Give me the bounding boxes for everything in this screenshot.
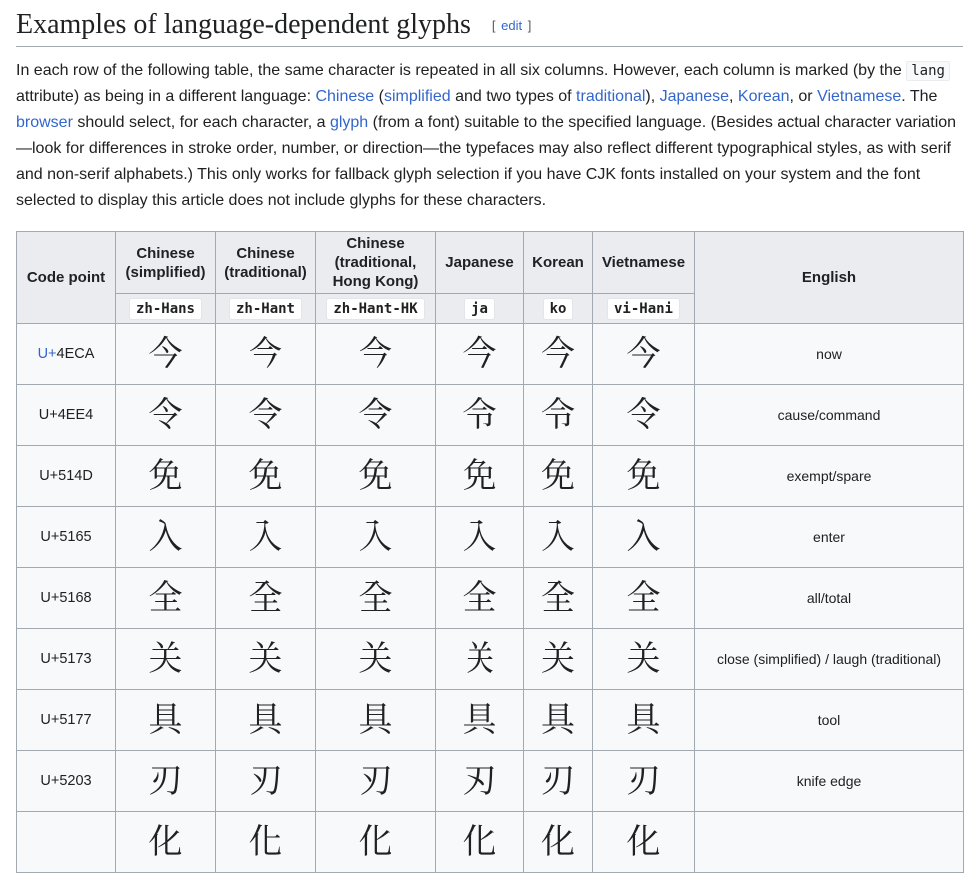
code-point-cell: U+5203 — [17, 751, 116, 812]
table-row — [17, 385, 964, 446]
section-heading-text: Examples of language-dependent glyphs — [16, 9, 471, 40]
table-row — [17, 324, 964, 385]
glyph-cell: 刃 — [316, 751, 436, 812]
glyph-cell: 具 — [593, 690, 695, 751]
unicode-prefix-link[interactable]: U+ — [37, 346, 57, 362]
glyph-cell: 全 — [316, 568, 436, 629]
intro-paragraph — [16, 58, 963, 214]
col-header-code-point: Code point — [17, 232, 116, 324]
glyph-cell: 免 — [593, 446, 695, 507]
glyph-cell: 入 — [524, 507, 593, 568]
wiki-link[interactable]: Vietnamese — [817, 88, 902, 105]
col-header-vietnamese: Vietnamese — [593, 232, 695, 294]
glyph-cell: 全 — [216, 568, 316, 629]
lang-code-header-ja — [436, 294, 524, 324]
wiki-link[interactable]: Japanese — [659, 88, 730, 105]
glyph-cell: 免 — [524, 446, 593, 507]
code-point-cell: U+514D — [17, 446, 116, 507]
lang-code-header-ko — [524, 294, 593, 324]
glyph-cell: 具 — [116, 690, 216, 751]
glyph-cell: 全 — [116, 568, 216, 629]
wiki-link[interactable]: simplified — [383, 88, 451, 105]
wiki-link[interactable]: Chinese — [315, 88, 375, 105]
glyph-cell: 免 — [436, 446, 524, 507]
table-header — [17, 232, 964, 324]
glyph-cell: 化 — [116, 812, 216, 873]
text-run: attribute) as being in a different language: — [16, 88, 316, 105]
glyph-cell: 令 — [216, 385, 316, 446]
col-header-english: English — [695, 232, 964, 324]
glyph-cell: 化 — [524, 812, 593, 873]
glyph-cell: 入 — [593, 507, 695, 568]
code-point-cell: U+5173 — [17, 629, 116, 690]
glyph-cell: 今 — [524, 324, 593, 385]
code-point-cell: U+4ECA — [17, 324, 116, 385]
text-run: . The — [901, 88, 938, 105]
col-header-zh-hant: Chinese (traditional) — [216, 232, 316, 294]
wiki-link[interactable]: browser — [16, 114, 73, 131]
glyph-cell: 今 — [436, 324, 524, 385]
lang-tag-vi-hani: vi-Hani — [607, 298, 680, 320]
english-cell: knife edge — [695, 751, 964, 812]
glyph-cell: 化 — [216, 812, 316, 873]
table-row — [17, 751, 964, 812]
english-cell: close (simplified) / laugh (traditional) — [695, 629, 964, 690]
glyph-cell: 入 — [216, 507, 316, 568]
glyph-table — [16, 231, 964, 873]
col-header-zh-hant-hk: Chinese (traditional, Hong Kong) — [316, 232, 436, 294]
wiki-link[interactable]: glyph — [329, 114, 369, 131]
english-cell: now — [695, 324, 964, 385]
glyph-cell: 今 — [216, 324, 316, 385]
glyph-cell: 化 — [436, 812, 524, 873]
glyph-cell: 刃 — [216, 751, 316, 812]
edit-bracket-open: [ — [491, 18, 496, 33]
glyph-cell: 令 — [524, 385, 593, 446]
glyph-cell: 入 — [436, 507, 524, 568]
glyph-cell: 入 — [316, 507, 436, 568]
english-cell: enter — [695, 507, 964, 568]
glyph-cell: 刃 — [524, 751, 593, 812]
glyph-cell: 关 — [116, 629, 216, 690]
glyph-cell: 全 — [524, 568, 593, 629]
english-cell: cause/command — [695, 385, 964, 446]
table-row — [17, 812, 964, 873]
glyph-cell: 关 — [436, 629, 524, 690]
glyph-cell: 令 — [436, 385, 524, 446]
glyph-cell: 入 — [116, 507, 216, 568]
col-header-zh-hans: Chinese (simplified) — [116, 232, 216, 294]
edit-link[interactable]: edit — [501, 18, 523, 33]
wiki-link[interactable]: traditional — [576, 88, 646, 105]
glyph-cell: 具 — [316, 690, 436, 751]
english-cell: exempt/spare — [695, 446, 964, 507]
lang-tag-ja: ja — [464, 298, 495, 320]
lang-tag-zh-hant-hk: zh-Hant-HK — [326, 298, 424, 320]
table-row — [17, 446, 964, 507]
text-run: , — [729, 88, 738, 105]
text-run: ), — [645, 88, 660, 105]
col-header-japanese: Japanese — [436, 232, 524, 294]
glyph-cell: 关 — [524, 629, 593, 690]
lang-tag-ko: ko — [543, 298, 574, 320]
edit-section — [492, 18, 531, 33]
english-cell — [695, 812, 964, 873]
header-row-languages — [17, 232, 964, 294]
text-run: , or — [789, 88, 818, 105]
glyph-cell: 刃 — [593, 751, 695, 812]
lang-code-header-zh-hant-hk — [316, 294, 436, 324]
code-point-cell — [17, 812, 116, 873]
lang-tag-zh-hant: zh-Hant — [229, 298, 302, 320]
text-run: In each row of the following table, the same character is repeated in all six columns. However, each column is marked (by the — [16, 62, 907, 79]
glyph-cell: 化 — [316, 812, 436, 873]
glyph-cell: 免 — [216, 446, 316, 507]
glyph-cell: 具 — [436, 690, 524, 751]
text-run: and two types of — [450, 88, 577, 105]
code-point-cell: U+4EE4 — [17, 385, 116, 446]
wiki-link[interactable]: Korean — [737, 88, 790, 105]
glyph-cell: 全 — [593, 568, 695, 629]
text-run: ( — [374, 88, 384, 105]
glyph-cell: 具 — [216, 690, 316, 751]
glyph-cell: 关 — [593, 629, 695, 690]
table-row — [17, 629, 964, 690]
lang-tag-zh-hans: zh-Hans — [129, 298, 202, 320]
code-point-cell: U+5177 — [17, 690, 116, 751]
lang-code-header-vi-hani — [593, 294, 695, 324]
glyph-cell: 化 — [593, 812, 695, 873]
text-run: (from a font) suitable to the specified language. (Besides actual character variation—look for differences in stroke order, number, or direction—the typefaces may also reflect different typographical styles, as with serif and non-serif alphabets.) This only works for fallback glyph selection if you have CJK fonts installed on your system and the font selected to display this article does not include glyphs for these characters. — [16, 114, 957, 209]
glyph-cell: 免 — [316, 446, 436, 507]
glyph-cell: 关 — [316, 629, 436, 690]
glyph-cell: 具 — [524, 690, 593, 751]
edit-bracket-close: ] — [527, 18, 532, 33]
glyph-cell: 今 — [116, 324, 216, 385]
glyph-cell: 刃 — [436, 751, 524, 812]
col-header-korean: Korean — [524, 232, 593, 294]
glyph-cell: 今 — [593, 324, 695, 385]
glyph-cell: 免 — [116, 446, 216, 507]
text-run: should select, for each character, a — [72, 114, 330, 131]
glyph-cell: 刃 — [116, 751, 216, 812]
english-cell: tool — [695, 690, 964, 751]
lang-code-header-zh-hans — [116, 294, 216, 324]
glyph-cell: 令 — [116, 385, 216, 446]
glyph-cell: 全 — [436, 568, 524, 629]
glyph-cell: 令 — [316, 385, 436, 446]
code-point-cell: U+5168 — [17, 568, 116, 629]
table-body — [17, 324, 964, 873]
glyph-cell: 关 — [216, 629, 316, 690]
table-row — [17, 507, 964, 568]
table-row — [17, 568, 964, 629]
english-cell: all/total — [695, 568, 964, 629]
code-point-cell: U+5165 — [17, 507, 116, 568]
glyph-cell: 今 — [316, 324, 436, 385]
section-heading — [16, 0, 963, 47]
glyph-cell: 令 — [593, 385, 695, 446]
lang-code-header-zh-hant — [216, 294, 316, 324]
inline-code: lang — [906, 61, 950, 81]
table-row — [17, 690, 964, 751]
